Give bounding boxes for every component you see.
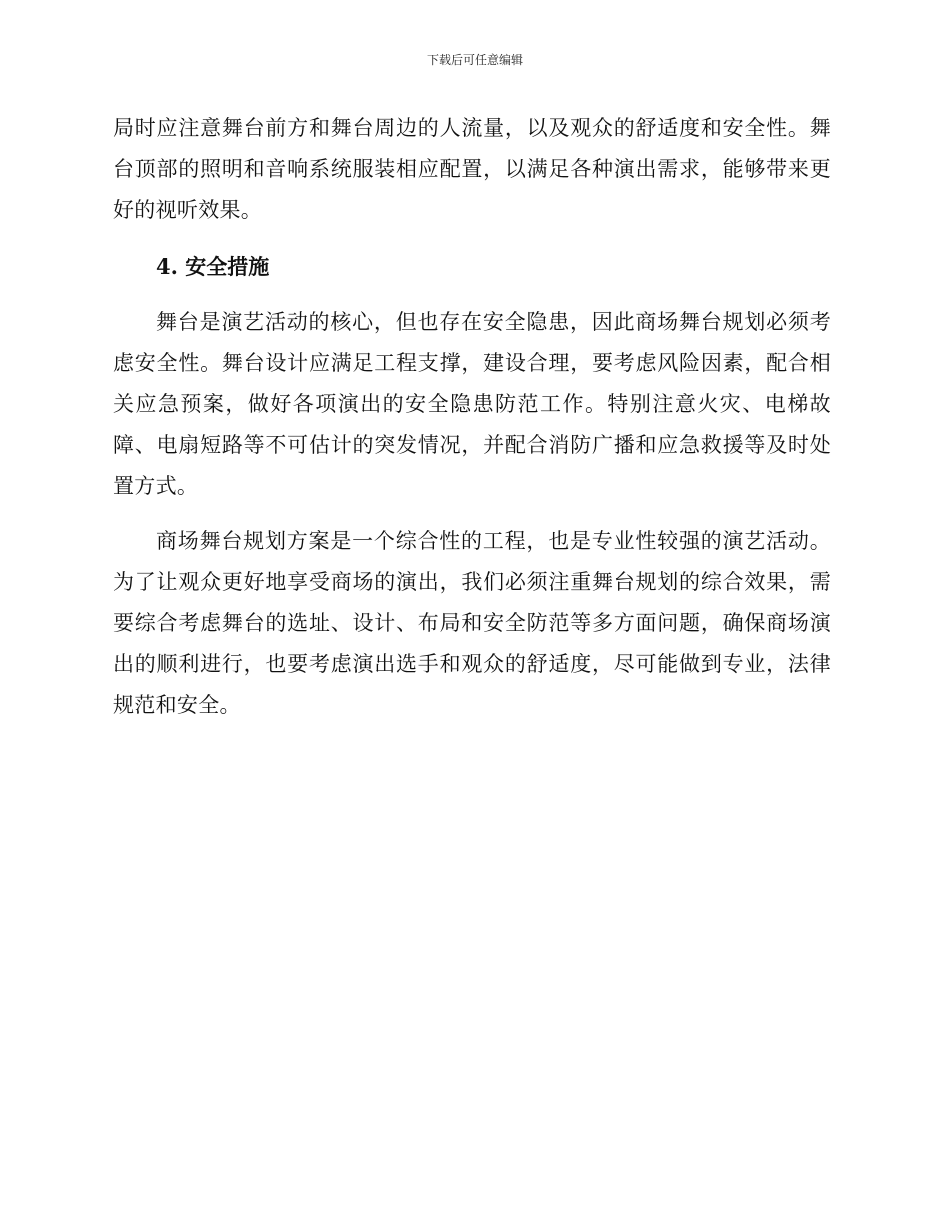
page-header: 下载后可任意编辑 (426, 53, 523, 67)
paragraph-safety-measures: 舞台是演艺活动的核心，但也存在安全隐患，因此商场舞台规划必须考虑安全性。舞台设计应满足工程支撑，建设合理，要考虑风险因素，配合相关应急预案，做好各项演出的安全隐患防范工作。特别注意火灾、电梯故障、电扇短路等不可估计的突发情况，并配合消防广播和应急救援等及时处置方式。 (113, 310, 831, 498)
document-body (113, 108, 831, 726)
paragraph-continued: 局时应注意舞台前方和舞台周边的人流量，以及观众的舒适度和安全性。舞台顶部的照明和音响系统服装相应配置，以满足各种演出需求，能够带来更好的视听效果。 (113, 116, 831, 222)
paragraph-conclusion: 商场舞台规划方案是一个综合性的工程，也是专业性较强的演艺活动。为了让观众更好地享受商场的演出，我们必须注重舞台规划的综合效果，需要综合考虑舞台的选址、设计、布局和安全防范等多方面问题，确保商场演出的顺利进行，也要考虑演出选手和观众的舒适度，尽可能做到专业，法律规范和安全。 (113, 529, 831, 717)
section-heading: 4. 安全措施 (156, 254, 270, 279)
